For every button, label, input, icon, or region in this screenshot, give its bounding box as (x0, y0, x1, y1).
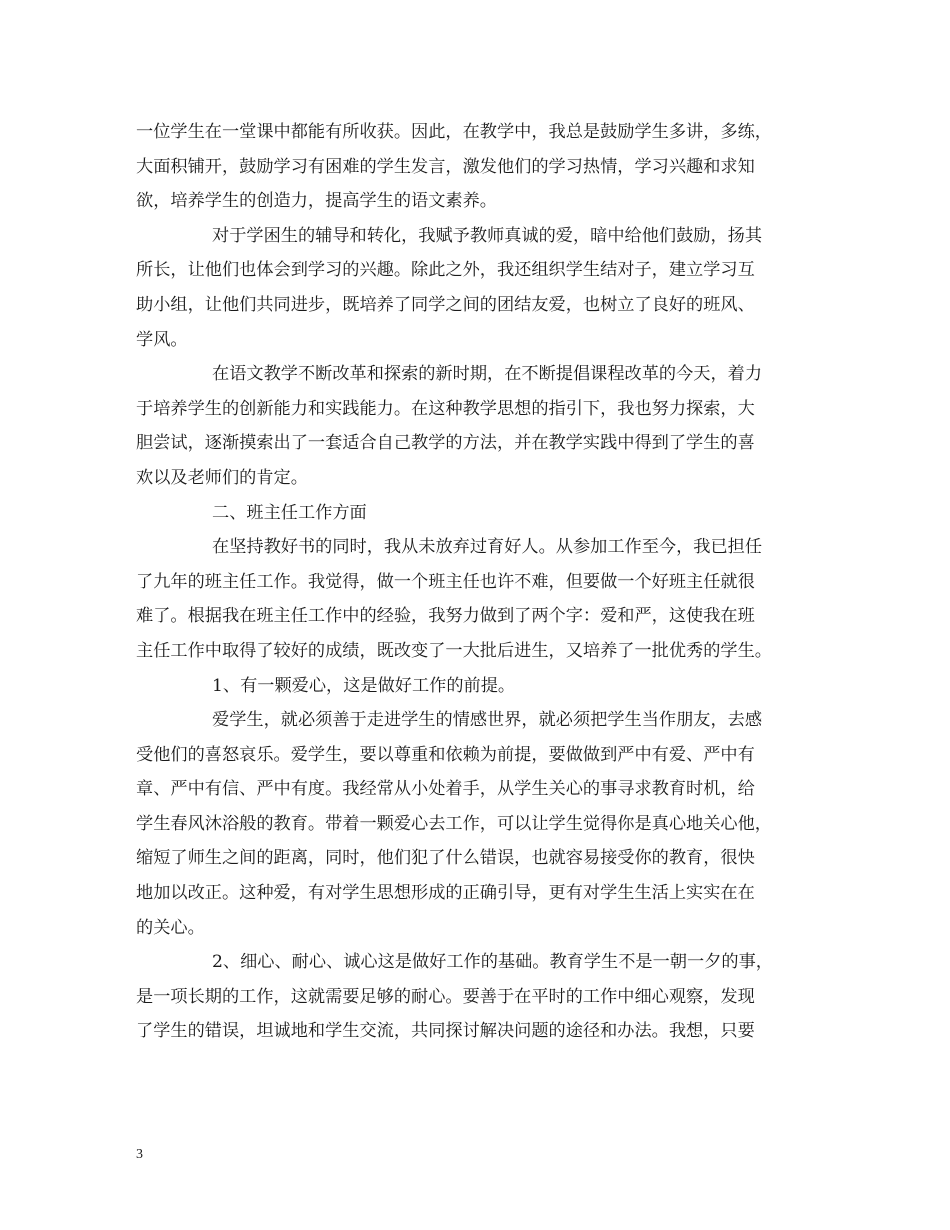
paragraph-start-line: 在坚持教好书的同时，我从未放弃过育好人。从参加工作至今，我已担任 (212, 537, 763, 558)
text-line: 于培养学生的创新能力和实践能力。在这种教学思想的指引下，我也努力探索，大 (136, 398, 755, 419)
text-line: 受他们的喜怒哀乐。爱学生，要以尊重和依赖为前提，要做做到严中有爱、严中有 (136, 744, 755, 765)
text-line: 欢以及老师们的肯定。 (136, 467, 308, 488)
paragraph-start-line: 爱学生，就必须善于走进学生的情感世界，就必须把学生当作朋友，去感 (212, 710, 763, 731)
text-line: 章、严中有信、严中有度。我经常从小处着手，从学生关心的事寻求教育时机，给 (136, 779, 755, 800)
text-line: 了九年的班主任工作。我觉得，做一个班主任也许不难，但要做一个好班主任就很 (136, 571, 755, 592)
text-line: 欲，培养学生的创造力，提高学生的语文素养。 (136, 191, 497, 212)
paragraph-start-line: 2、细心、耐心、诚心这是做好工作的基础。教育学生不是一朝一夕的事， (212, 952, 773, 973)
subsection-heading: 1、有一颗爱心，这是做好工作的前提。 (212, 675, 516, 696)
paragraph-start-line: 对于学困生的辅导和转化，我赋予教师真诚的爱，暗中给他们鼓励，扬其 (212, 225, 763, 246)
text-line: 了学生的错误，坦诚地和学生交流，共同探讨解决问题的途径和办法。我想，只要 (136, 1021, 755, 1042)
paragraph-start-line: 在语文教学不断改革和探索的新时期，在不断提倡课程改革的今天，着力 (212, 364, 763, 385)
text-line: 一位学生在一堂课中都能有所收获。因此，在教学中，我总是鼓励学生多讲，多练， (136, 122, 772, 142)
text-line: 主任工作中取得了较好的成绩，既改变了一大批后进生，又培养了一批优秀的学生。 (136, 640, 772, 661)
text-line: 胆尝试，逐渐摸索出了一套适合自己教学的方法，并在教学实践中得到了学生的喜 (136, 433, 755, 454)
page-number: 3 (136, 1147, 143, 1162)
text-line: 是一项长期的工作，这就需要足够的耐心。要善于在平时的工作中细心观察，发现 (136, 986, 755, 1007)
text-line: 大面积铺开，鼓励学习有困难的学生发言，激发他们的学习热情，学习兴趣和求知 (136, 156, 755, 177)
text-line: 缩短了师生之间的距离，同时，他们犯了什么错误，也就容易接受你的教育，很快 (136, 848, 755, 869)
text-line: 难了。根据我在班主任工作中的经验，我努力做到了两个字：爱和严，这使我在班 (136, 606, 755, 627)
text-line: 地加以改正。这种爱，有对学生思想形成的正确引导，更有对学生生活上实实在在 (136, 883, 755, 904)
text-line: 的关心。 (136, 917, 205, 938)
text-line: 学生春风沐浴般的教育。带着一颗爱心去工作，可以让学生觉得你是真心地关心他， (136, 813, 772, 834)
text-line: 学风。 (136, 329, 188, 350)
document-body (136, 115, 822, 1049)
text-line: 助小组，让他们共同进步，既培养了同学之间的团结友爱，也树立了良好的班风、 (136, 294, 755, 315)
text-line: 所长，让他们也体会到学习的兴趣。除此之外，我还组织学生结对子，建立学习互 (136, 260, 755, 281)
section-heading: 二、班主任工作方面 (212, 502, 367, 523)
